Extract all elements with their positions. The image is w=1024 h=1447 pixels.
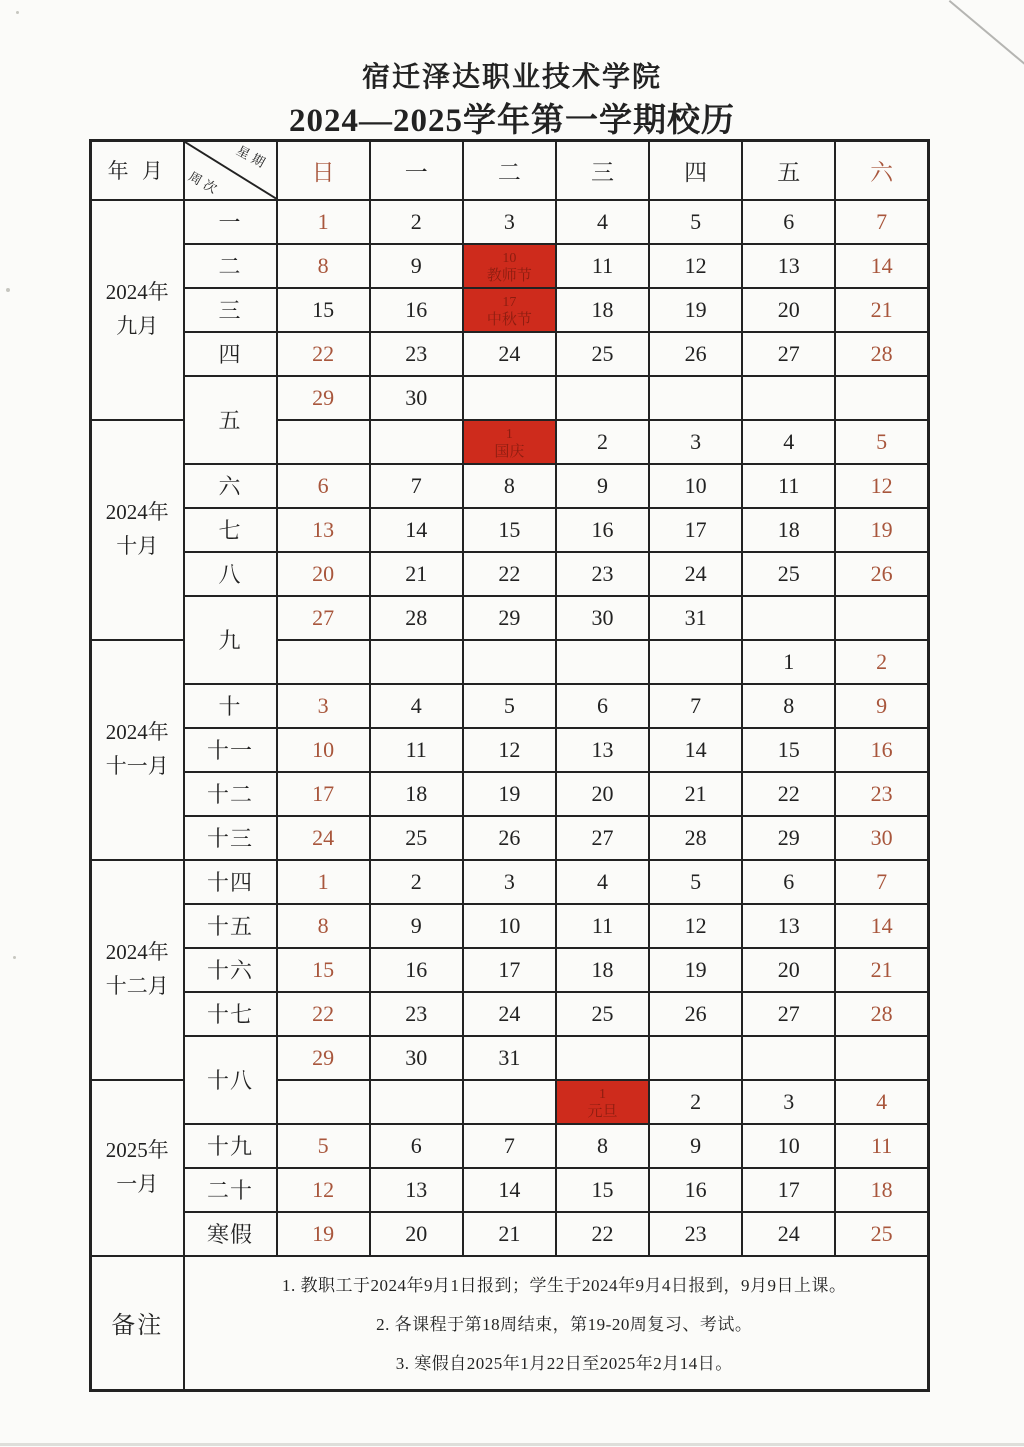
calendar-day-cell: 14 bbox=[463, 1168, 556, 1212]
calendar-day-cell: 2 bbox=[556, 420, 649, 464]
empty-day-cell bbox=[835, 1036, 928, 1080]
week-number-cell: 十 bbox=[184, 684, 277, 728]
calendar-day-cell: 18 bbox=[742, 508, 835, 552]
calendar-day-cell: 25 bbox=[742, 552, 835, 596]
month-cell bbox=[91, 420, 184, 640]
calendar-day-cell: 21 bbox=[370, 552, 463, 596]
day-header-mon: 一 bbox=[370, 141, 463, 200]
calendar-day-cell: 1 bbox=[742, 640, 835, 684]
corner-cell bbox=[184, 141, 277, 200]
calendar-day-cell: 5 bbox=[463, 684, 556, 728]
empty-day-cell bbox=[463, 640, 556, 684]
calendar-day-cell: 27 bbox=[742, 992, 835, 1036]
week-number-cell: 十八 bbox=[184, 1036, 277, 1124]
empty-day-cell bbox=[463, 376, 556, 420]
week-number-cell: 五 bbox=[184, 376, 277, 464]
week-number-cell: 九 bbox=[184, 596, 277, 684]
calendar-day-cell: 21 bbox=[463, 1212, 556, 1256]
week-number-cell: 十三 bbox=[184, 816, 277, 860]
week-number-cell: 三 bbox=[184, 288, 277, 332]
empty-day-cell bbox=[463, 1080, 556, 1124]
month-year-label: 2025年 bbox=[105, 1137, 169, 1162]
calendar-day-cell: 3 bbox=[463, 860, 556, 904]
note-item-3: 3. 寒假自2025年1月22日至2025年2月14日。 bbox=[395, 1354, 733, 1374]
calendar-day-cell: 18 bbox=[835, 1168, 928, 1212]
holiday-date: 1 bbox=[505, 426, 513, 442]
calendar-day-cell: 12 bbox=[835, 464, 928, 508]
week-number-axis-label: 周次 bbox=[185, 168, 223, 198]
calendar-day-cell: 2 bbox=[370, 200, 463, 244]
day-header-fri: 五 bbox=[742, 141, 835, 200]
empty-day-cell bbox=[556, 1036, 649, 1080]
year-month-header: 年 月 bbox=[91, 141, 184, 200]
month-cell bbox=[91, 200, 184, 420]
calendar-day-cell: 16 bbox=[649, 1168, 742, 1212]
calendar-day-cell: 26 bbox=[835, 552, 928, 596]
calendar-day-cell: 2 bbox=[649, 1080, 742, 1124]
day-header-wed: 三 bbox=[556, 141, 649, 200]
calendar-day-cell: 15 bbox=[277, 288, 370, 332]
empty-day-cell bbox=[649, 640, 742, 684]
calendar-day-cell: 1 bbox=[277, 200, 370, 244]
month-cell bbox=[91, 640, 184, 860]
calendar-day-cell: 23 bbox=[835, 772, 928, 816]
calendar-day-cell: 24 bbox=[463, 992, 556, 1036]
day-header-sun: 日 bbox=[277, 141, 370, 200]
calendar-day-cell: 13 bbox=[370, 1168, 463, 1212]
notes-label: 备注 bbox=[91, 1256, 184, 1391]
scan-bottom-edge bbox=[0, 1443, 1024, 1446]
calendar-day-cell: 21 bbox=[835, 948, 928, 992]
empty-day-cell bbox=[277, 1080, 370, 1124]
calendar-day-cell: 19 bbox=[277, 1212, 370, 1256]
week-number-cell: 十五 bbox=[184, 904, 277, 948]
empty-day-cell bbox=[277, 640, 370, 684]
calendar-day-cell: 25 bbox=[370, 816, 463, 860]
calendar-day-cell: 6 bbox=[370, 1124, 463, 1168]
calendar-day-cell: 14 bbox=[835, 904, 928, 948]
calendar-day-cell: 6 bbox=[742, 200, 835, 244]
holiday-name: 中秋节 bbox=[486, 311, 532, 328]
page-title: 2024—2025学年第一学期校历 bbox=[289, 103, 735, 139]
empty-day-cell bbox=[556, 376, 649, 420]
calendar-day-cell: 15 bbox=[277, 948, 370, 992]
calendar-day-cell: 9 bbox=[556, 464, 649, 508]
calendar-day-cell: 19 bbox=[835, 508, 928, 552]
holiday-name: 元旦 bbox=[587, 1103, 618, 1120]
calendar-day-cell: 16 bbox=[370, 948, 463, 992]
holiday-cell bbox=[463, 244, 556, 288]
calendar-day-cell: 18 bbox=[370, 772, 463, 816]
note-item-2: 2. 各课程于第18周结束，第19-20周复习、考试。 bbox=[376, 1315, 753, 1334]
week-number-cell: 十四 bbox=[184, 860, 277, 904]
calendar-day-cell: 19 bbox=[649, 948, 742, 992]
calendar-day-cell: 9 bbox=[370, 244, 463, 288]
holiday-cell bbox=[463, 288, 556, 332]
month-cell bbox=[91, 1080, 184, 1256]
calendar-day-cell: 16 bbox=[556, 508, 649, 552]
calendar-day-cell: 9 bbox=[835, 684, 928, 728]
calendar-day-cell: 11 bbox=[835, 1124, 928, 1168]
calendar-day-cell: 26 bbox=[649, 992, 742, 1036]
calendar-day-cell: 26 bbox=[463, 816, 556, 860]
calendar-day-cell: 18 bbox=[556, 288, 649, 332]
calendar-day-cell: 23 bbox=[370, 332, 463, 376]
calendar-day-cell: 4 bbox=[370, 684, 463, 728]
calendar-day-cell: 15 bbox=[556, 1168, 649, 1212]
calendar-day-cell: 12 bbox=[463, 728, 556, 772]
week-number-cell: 十一 bbox=[184, 728, 277, 772]
empty-day-cell bbox=[835, 596, 928, 640]
month-name-label: 十二月 bbox=[105, 973, 169, 998]
calendar-day-cell: 16 bbox=[370, 288, 463, 332]
school-name: 宿迁泽达职业技术学院 bbox=[361, 62, 662, 93]
month-cell bbox=[91, 860, 184, 1080]
calendar-day-cell: 14 bbox=[649, 728, 742, 772]
calendar-day-cell: 21 bbox=[835, 288, 928, 332]
calendar-day-cell: 4 bbox=[835, 1080, 928, 1124]
calendar-day-cell: 12 bbox=[277, 1168, 370, 1212]
calendar-day-cell: 11 bbox=[556, 244, 649, 288]
calendar-day-cell: 23 bbox=[556, 552, 649, 596]
calendar-day-cell: 22 bbox=[556, 1212, 649, 1256]
calendar-day-cell: 10 bbox=[742, 1124, 835, 1168]
calendar-day-cell: 13 bbox=[277, 508, 370, 552]
calendar-day-cell: 13 bbox=[742, 244, 835, 288]
empty-day-cell bbox=[649, 1036, 742, 1080]
calendar-day-cell: 27 bbox=[556, 816, 649, 860]
empty-day-cell bbox=[370, 640, 463, 684]
calendar-day-cell: 20 bbox=[370, 1212, 463, 1256]
calendar-day-cell: 22 bbox=[277, 332, 370, 376]
calendar-day-cell: 9 bbox=[649, 1124, 742, 1168]
month-name-label: 十一月 bbox=[105, 753, 169, 778]
calendar-day-cell: 11 bbox=[556, 904, 649, 948]
notes-list bbox=[185, 1257, 928, 1389]
month-name-label: 九月 bbox=[116, 313, 159, 338]
calendar-day-cell: 10 bbox=[463, 904, 556, 948]
calendar-day-cell: 26 bbox=[649, 332, 742, 376]
calendar-day-cell: 20 bbox=[742, 948, 835, 992]
calendar-day-cell: 2 bbox=[835, 640, 928, 684]
week-number-cell: 四 bbox=[184, 332, 277, 376]
calendar-day-cell: 23 bbox=[370, 992, 463, 1036]
calendar-day-cell: 6 bbox=[277, 464, 370, 508]
calendar-day-cell: 4 bbox=[742, 420, 835, 464]
calendar-day-cell: 29 bbox=[277, 1036, 370, 1080]
calendar-day-cell: 7 bbox=[835, 860, 928, 904]
calendar-day-cell: 24 bbox=[463, 332, 556, 376]
calendar-day-cell: 11 bbox=[370, 728, 463, 772]
month-name-label: 一月 bbox=[116, 1171, 159, 1196]
scan-speck bbox=[6, 288, 10, 292]
calendar-day-cell: 28 bbox=[835, 332, 928, 376]
calendar-table bbox=[89, 139, 930, 1392]
week-number-cell: 六 bbox=[184, 464, 277, 508]
empty-day-cell bbox=[742, 376, 835, 420]
week-number-cell: 二 bbox=[184, 244, 277, 288]
calendar-day-cell: 22 bbox=[463, 552, 556, 596]
calendar-day-cell: 12 bbox=[649, 244, 742, 288]
calendar-day-cell: 22 bbox=[277, 992, 370, 1036]
calendar-day-cell: 22 bbox=[742, 772, 835, 816]
calendar-day-cell: 3 bbox=[277, 684, 370, 728]
calendar-day-cell: 6 bbox=[556, 684, 649, 728]
calendar-day-cell: 15 bbox=[742, 728, 835, 772]
calendar-day-cell: 25 bbox=[835, 1212, 928, 1256]
calendar-day-cell: 29 bbox=[277, 376, 370, 420]
calendar-day-cell: 7 bbox=[370, 464, 463, 508]
calendar-day-cell: 9 bbox=[370, 904, 463, 948]
calendar-day-cell: 30 bbox=[370, 1036, 463, 1080]
calendar-day-cell: 24 bbox=[277, 816, 370, 860]
calendar-day-cell: 5 bbox=[835, 420, 928, 464]
calendar-day-cell: 20 bbox=[742, 288, 835, 332]
calendar-day-cell: 13 bbox=[556, 728, 649, 772]
day-header-tue: 二 bbox=[463, 141, 556, 200]
calendar-day-cell: 8 bbox=[556, 1124, 649, 1168]
day-header-thu: 四 bbox=[649, 141, 742, 200]
week-number-cell: 八 bbox=[184, 552, 277, 596]
empty-day-cell bbox=[277, 420, 370, 464]
calendar-day-cell: 2 bbox=[370, 860, 463, 904]
calendar-day-cell: 16 bbox=[835, 728, 928, 772]
calendar-day-cell: 6 bbox=[742, 860, 835, 904]
holiday-date: 17 bbox=[502, 294, 517, 310]
calendar-day-cell: 18 bbox=[556, 948, 649, 992]
holiday-name: 教师节 bbox=[486, 267, 532, 284]
calendar-day-cell: 17 bbox=[277, 772, 370, 816]
week-number-cell: 寒假 bbox=[184, 1212, 277, 1256]
calendar-day-cell: 25 bbox=[556, 332, 649, 376]
calendar-day-cell: 17 bbox=[742, 1168, 835, 1212]
calendar-day-cell: 7 bbox=[463, 1124, 556, 1168]
calendar-day-cell: 19 bbox=[649, 288, 742, 332]
month-name-label: 十月 bbox=[116, 533, 159, 558]
empty-day-cell bbox=[370, 1080, 463, 1124]
empty-day-cell bbox=[649, 376, 742, 420]
calendar-day-cell: 4 bbox=[556, 860, 649, 904]
calendar-day-cell: 5 bbox=[277, 1124, 370, 1168]
calendar-day-cell: 4 bbox=[556, 200, 649, 244]
scan-speck bbox=[16, 11, 19, 14]
calendar-day-cell: 20 bbox=[277, 552, 370, 596]
day-header-sat: 六 bbox=[835, 141, 928, 200]
calendar-day-cell: 25 bbox=[556, 992, 649, 1036]
calendar-day-cell: 17 bbox=[649, 508, 742, 552]
calendar-day-cell: 12 bbox=[649, 904, 742, 948]
calendar-day-cell: 5 bbox=[649, 860, 742, 904]
calendar-day-cell: 17 bbox=[463, 948, 556, 992]
calendar-day-cell: 8 bbox=[463, 464, 556, 508]
calendar-day-cell: 3 bbox=[742, 1080, 835, 1124]
holiday-date: 10 bbox=[502, 250, 517, 266]
calendar-day-cell: 30 bbox=[370, 376, 463, 420]
calendar-day-cell: 28 bbox=[370, 596, 463, 640]
calendar-day-cell: 10 bbox=[277, 728, 370, 772]
month-year-label: 2024年 bbox=[105, 939, 169, 964]
holiday-cell bbox=[556, 1080, 649, 1124]
calendar-day-cell: 14 bbox=[835, 244, 928, 288]
calendar-day-cell: 7 bbox=[649, 684, 742, 728]
week-number-cell: 一 bbox=[184, 200, 277, 244]
calendar-day-cell: 21 bbox=[649, 772, 742, 816]
calendar-day-cell: 31 bbox=[649, 596, 742, 640]
calendar-day-cell: 30 bbox=[835, 816, 928, 860]
calendar-day-cell: 24 bbox=[649, 552, 742, 596]
calendar-day-cell: 1 bbox=[277, 860, 370, 904]
week-number-cell: 十六 bbox=[184, 948, 277, 992]
calendar-day-cell: 27 bbox=[742, 332, 835, 376]
week-number-cell: 十九 bbox=[184, 1124, 277, 1168]
calendar-day-cell: 19 bbox=[463, 772, 556, 816]
calendar-day-cell: 3 bbox=[649, 420, 742, 464]
empty-day-cell bbox=[370, 420, 463, 464]
calendar-day-cell: 31 bbox=[463, 1036, 556, 1080]
note-item-1: 1. 教职工于2024年9月1日报到；学生于2024年9月4日报到，9月9日上课。 bbox=[282, 1275, 847, 1295]
calendar-day-cell: 8 bbox=[277, 904, 370, 948]
week-number-cell: 十二 bbox=[184, 772, 277, 816]
calendar-day-cell: 13 bbox=[742, 904, 835, 948]
calendar-day-cell: 14 bbox=[370, 508, 463, 552]
empty-day-cell bbox=[742, 1036, 835, 1080]
holiday-cell bbox=[463, 420, 556, 464]
month-year-label: 2024年 bbox=[105, 719, 169, 744]
empty-day-cell bbox=[835, 376, 928, 420]
calendar-day-cell: 15 bbox=[463, 508, 556, 552]
calendar-day-cell: 30 bbox=[556, 596, 649, 640]
calendar-day-cell: 29 bbox=[463, 596, 556, 640]
empty-day-cell bbox=[556, 640, 649, 684]
scan-speck bbox=[13, 956, 16, 959]
notes-content bbox=[184, 1256, 929, 1391]
month-year-label: 2024年 bbox=[105, 499, 169, 524]
calendar-day-cell: 20 bbox=[556, 772, 649, 816]
week-number-cell: 七 bbox=[184, 508, 277, 552]
weekday-axis-label: 星期 bbox=[234, 142, 272, 173]
calendar-day-cell: 27 bbox=[277, 596, 370, 640]
calendar-day-cell: 24 bbox=[742, 1212, 835, 1256]
holiday-name: 国庆 bbox=[494, 443, 525, 460]
calendar-day-cell: 28 bbox=[835, 992, 928, 1036]
week-number-cell: 二十 bbox=[184, 1168, 277, 1212]
calendar-day-cell: 28 bbox=[649, 816, 742, 860]
calendar-day-cell: 7 bbox=[835, 200, 928, 244]
calendar-day-cell: 10 bbox=[649, 464, 742, 508]
calendar-day-cell: 29 bbox=[742, 816, 835, 860]
month-year-label: 2024年 bbox=[105, 279, 169, 304]
holiday-date: 1 bbox=[598, 1086, 606, 1102]
calendar-day-cell: 3 bbox=[463, 200, 556, 244]
calendar-day-cell: 11 bbox=[742, 464, 835, 508]
calendar-day-cell: 23 bbox=[649, 1212, 742, 1256]
week-number-cell: 十七 bbox=[184, 992, 277, 1036]
empty-day-cell bbox=[742, 596, 835, 640]
calendar-day-cell: 8 bbox=[742, 684, 835, 728]
calendar-day-cell: 5 bbox=[649, 200, 742, 244]
calendar-day-cell: 8 bbox=[277, 244, 370, 288]
